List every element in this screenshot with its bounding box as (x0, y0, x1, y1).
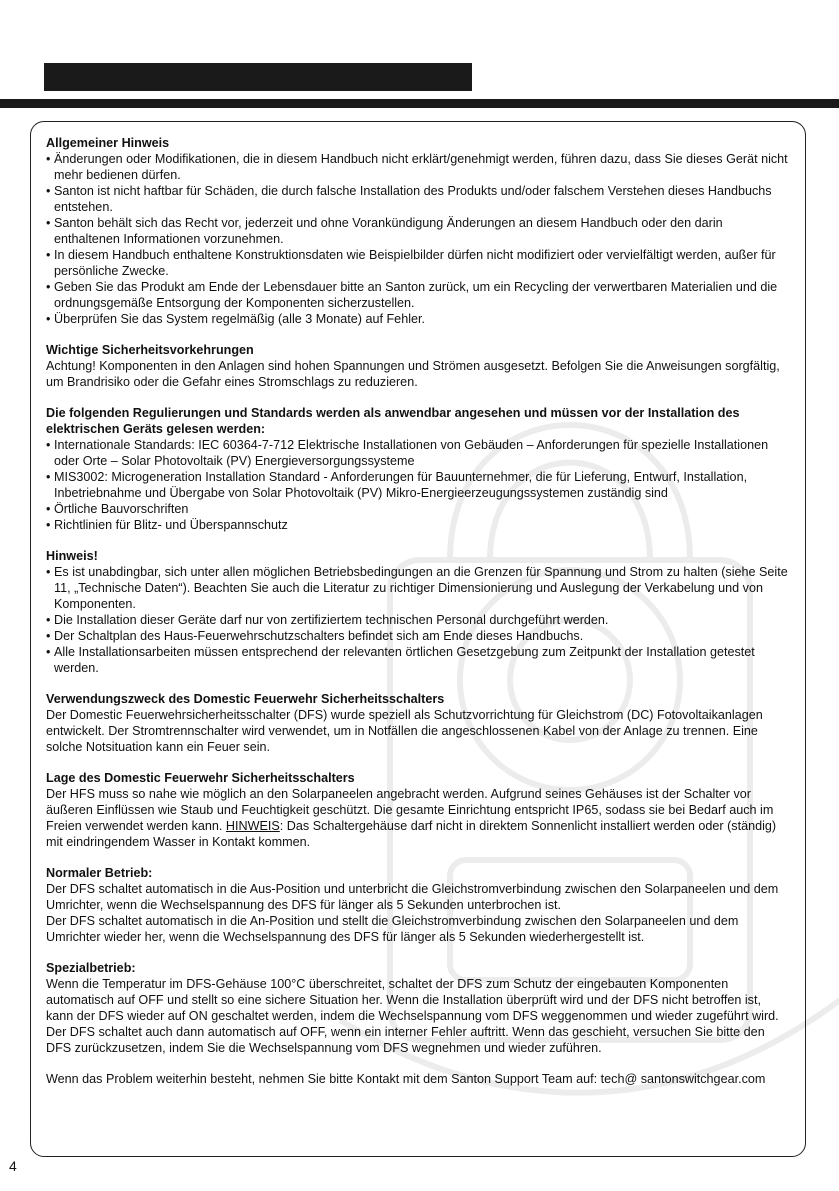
section-heading: Verwendungszweck des Domestic Feuerwehr Sicherheitsschalters (46, 692, 445, 706)
list-item: • In diesem Handbuch enthaltene Konstruktionsdaten wie Beispielbilder dürfen nicht modifiziert oder vervielfältigt werden, außer für persönliche Zwecke. (46, 247, 805, 279)
list-item: • MIS3002: Microgeneration Installation Standard - Anforderungen für Bauunternehmer, die für Lieferung, Entwurf, Installation, Inbetriebnahme und Übergabe von Solar Photovoltaik (PV) Mikro-Energieerzeugungssystemen zuständig sind (46, 469, 805, 501)
section-special-operation (46, 960, 805, 1056)
list-item: • Santon ist nicht haftbar für Schäden, die durch falsche Installation des Produkts und/oder falschem Verstehen dieses Handbuchs entstehen. (46, 183, 805, 215)
section-heading: Lage des Domestic Feuerwehr Sicherheitsschalters (46, 771, 355, 785)
paragraph: Der DFS schaltet auch dann automatisch auf OFF, wenn ein interner Fehler auftritt. Wenn das geschieht, versuchen Sie bitte den DFS zurückzusetzen, indem Sie die Wechselspannung vom DFS wegnehmen und wieder zuführen. (46, 1025, 765, 1055)
list-item: • Überprüfen Sie das System regelmäßig (alle 3 Monate) auf Fehler. (46, 311, 805, 327)
paragraph: Der DFS schaltet automatisch in die Aus-Position und unterbricht die Gleichstromverbindung zwischen den Solarpaneelen und dem Umrichter, wenn die Wechselspannung des DFS für länger als 5 Sekunden unterbrochen ist. (46, 882, 779, 912)
list-item: • Änderungen oder Modifikationen, die in diesem Handbuch nicht erklärt/genehmigt werden, führen dazu, dass Sie dieses Gerät nicht mehr bedienen dürfen. (46, 151, 805, 183)
list-item: • Richtlinien für Blitz- und Überspannschutz (46, 517, 805, 533)
section-heading: Die folgenden Regulierungen und Standards werden als anwendbar angesehen und müssen vor der Installation des elektrischen Geräts gelesen werden: (46, 406, 740, 436)
section-heading: Hinweis! (46, 549, 98, 563)
list-item: • Geben Sie das Produkt am Ende der Lebensdauer bitte an Santon zurück, um ein Recycling der verwertbaren Materialien und die ordnungsgemäße Entsorgung der Komponenten sicherzustellen. (46, 279, 805, 311)
contact-paragraph: Wenn das Problem weiterhin besteht, nehmen Sie bitte Kontakt mit dem Santon Support Team auf: tech@ santonswitchgear.com (46, 1072, 766, 1086)
section-heading: Normaler Betrieb: (46, 866, 153, 880)
list-item: • Die Installation dieser Geräte darf nur von zertifiziertem technischen Personal durchgeführt werden. (46, 612, 805, 628)
bullet-list (46, 564, 805, 676)
section-purpose (46, 691, 805, 755)
bullet-list (46, 437, 805, 533)
section-location (46, 770, 805, 850)
section-general-notice (46, 135, 805, 327)
paragraph-text: : Das Schaltergehäuse darf nicht in direktem Sonnenlicht installiert werden oder (ständig) mit eindringendem Wasser in Kontakt kommen. (46, 819, 777, 849)
section-safety (46, 342, 805, 390)
paragraph (46, 786, 805, 850)
section-standards (46, 405, 805, 533)
section-contact (46, 1071, 805, 1087)
section-normal-operation (46, 865, 805, 945)
list-item: • Örtliche Bauvorschriften (46, 501, 805, 517)
section-heading: Spezialbetrieb: (46, 961, 136, 975)
list-item: • Internationale Standards: IEC 60364-7-712 Elektrische Installationen von Gebäuden – Anforderungen für spezielle Installationen oder Orte – Solar Photovoltaik (PV) Energieversorgungssysteme (46, 437, 805, 469)
header-rule (0, 99, 839, 108)
paragraph: Wenn die Temperatur im DFS-Gehäuse 100°C überschreitet, schaltet der DFS zum Schutz der eingebauten Komponenten automatisch auf OFF und stellt so eine sichere Situation her. Wenn die Installation überprüft wird und der DFS nicht betroffen ist, kann der DFS wieder auf ON geschaltet werden, indem die Wechselspannung vom DFS weggenommen und wieder zugeführt wird. (46, 977, 779, 1023)
section-heading: Wichtige Sicherheitsvorkehrungen (46, 343, 254, 357)
page-number: 4 (9, 1158, 17, 1174)
list-item: • Es ist unabdingbar, sich unter allen möglichen Betriebsbedingungen an die Grenzen für Spannung und Strom zu halten (siehe Seite 11, „Technische Daten“). Beachten Sie auch die Literatur zu richtiger Dimensionierung und Auslegung der Verkabelung und von Komponenten. (46, 564, 805, 612)
list-item: • Alle Installationsarbeiten müssen entsprechend der relevanten örtlichen Gesetzgebung zum Zeitpunkt der Installation getestet werden. (46, 644, 805, 676)
header-title-bar (44, 63, 472, 91)
list-item: • Santon behält sich das Recht vor, jederzeit und ohne Vorankündigung Änderungen an diesem Handbuch oder den darin enthaltenen Informationen vorzunehmen. (46, 215, 805, 247)
bullet-list (46, 151, 805, 327)
section-heading: Allgemeiner Hinweis (46, 136, 170, 150)
section-notice (46, 548, 805, 676)
note-label: HINWEIS (225, 819, 280, 833)
paragraph: Achtung! Komponenten in den Anlagen sind hohen Spannungen und Strömen ausgesetzt. Befolgen Sie die Anweisungen sorgfältig, um Brandrisiko oder die Gefahr eines Stromschlags zu reduzieren. (46, 359, 780, 389)
paragraph: Der DFS schaltet automatisch in die An-Position und stellt die Gleichstromverbindung zwischen den Solarpaneelen und dem Umrichter wieder her, wenn die Wechselspannung des DFS für länger als 5 Sekunden wiederhergestellt ist. (46, 914, 739, 944)
list-item: • Der Schaltplan des Haus-Feuerwehrschutzschalters befindet sich am Ende dieses Handbuchs. (46, 628, 805, 644)
paragraph: Der Domestic Feuerwehrsicherheitsschalter (DFS) wurde speziell als Schutzvorrichtung für Gleichstrom (DC) Fotovoltaikanlagen entwickelt. Der Stromtrennschalter wird verwendet, um in Notfällen die angeschlossenen Kabel von der Anlage zu trennen. Eine solche Notsituation kann ein Feuer sein. (46, 708, 763, 754)
paragraph-text: Der HFS muss so nahe wie möglich an den Solarpaneelen angebracht werden. Aufgrund seines Gehäuses ist der Schalter vor äußeren Einflüssen wie Staub und Feuchtigkeit geschützt. Die gesamte Einrichtung entspricht IP65, sodass sie bei Bedarf auch im Freien verwendet werden kann. (46, 787, 774, 833)
content-frame (30, 121, 806, 1157)
